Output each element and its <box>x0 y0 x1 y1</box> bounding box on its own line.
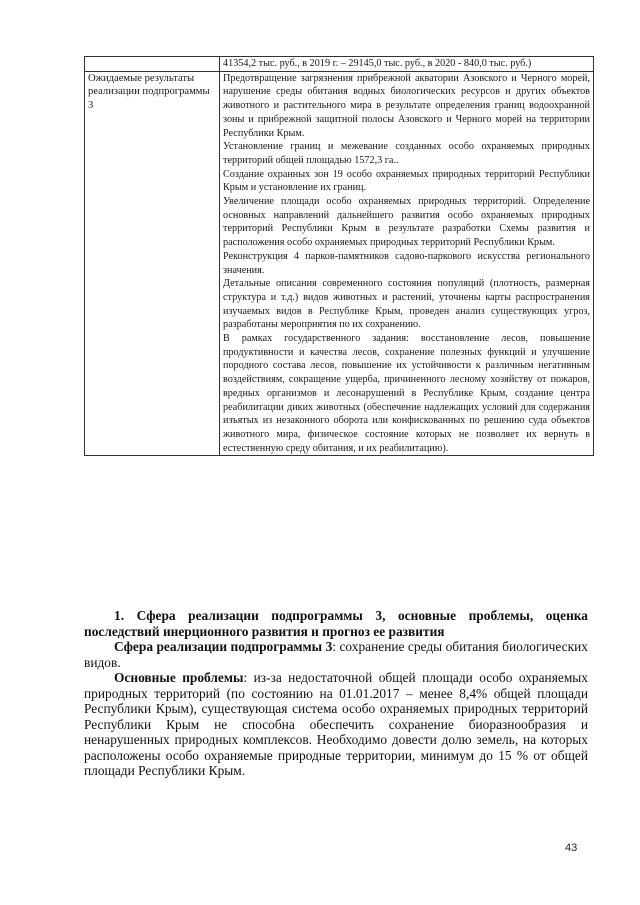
sphere-paragraph <box>84 639 588 670</box>
subprogram-table <box>84 56 594 456</box>
sphere-label: Сфера реализации подпрограммы 3 <box>114 639 333 654</box>
sphere-text: : сохранение среды обитания биологических видов. <box>84 639 588 670</box>
page-number: 43 <box>565 842 578 854</box>
funding-text: 41354,2 тыс. руб., в 2019 г. – 29145,0 тыс. руб., в 2020 - 840,0 тыс. руб.) <box>223 58 532 69</box>
expected-results-label: Ожидаемые результаты реализации подпрограммы 3 <box>85 71 220 456</box>
section-heading: 1. Сфера реализации подпрограммы 3, основные проблемы, оценка последствий инерционного развития и прогноз ее развития <box>84 608 588 639</box>
problems-paragraph <box>84 670 588 779</box>
table-row <box>85 71 594 456</box>
table-row <box>85 57 594 72</box>
section-body <box>84 608 588 779</box>
result-paragraph: Создание охранных зон 19 особо охраняемых природных территорий Республики Крым и установление их границ. <box>223 168 590 194</box>
problems-label: Основные проблемы <box>114 670 244 685</box>
result-paragraph: Реконструкция 4 парков-памятников садово-паркового искусства регионального значения. <box>223 250 590 276</box>
result-paragraph: Увеличение площади особо охраняемых природных территорий. Определение основных направлений дальнейшего развития особо охраняемых природных территорий Республики Крым в результате разработки Схемы развития и расположения особо охраняемых природных территорий Республики Крым. <box>223 196 590 249</box>
problems-text: : из-за недостаточной общей площади особо охраняемых природных территорий (по состоянию на 01.01.2017 – менее 8,4% общей площади Республики Крым), существующая система особо охраняемых природных территорий Республики Крым не способна обеспечить сохранение биоразнообразия и ненарушенных природных комплексов. Необходимо довести долю земель, на которых расположены особо охраняемые природные территории, минимум до 15 % от общей площади Республики Крым. <box>84 670 588 778</box>
result-paragraph: В рамках государственного задания: восстановление лесов, повышение продуктивности и качества лесов, сохранение полезных функций и улучшение породного состава лесов, повышение их устойчивости к различным негативным воздействиям, сокращение ущерба, причиненного лесному хозяйству от пожаров, вредных организмов и лесонарушений в Республике Крым, создание центра реабилитации диких животных (обеспечение надлежащих условий для содержания изъятых из незаконного оборота или конфискованных по решению суда объектов животного мира, физическое состояние которых не позволяет их вернуть в естественную среду обитания, и их реабилитацию). <box>223 333 590 454</box>
result-paragraph: Детальные описания современного состояния популяций (плотность, размерная структура и т.д.) видов животных и растений, уточнены карты распространения изучаемых видов в Республике Крым, проведен анализ существующих угроз, разработаны мероприятия по их сохранению. <box>223 278 590 331</box>
table-cell-label <box>85 57 220 72</box>
expected-results-cell <box>220 71 594 456</box>
result-paragraph: Предотвращение загрязнения прибрежной акватории Азовского и Черного морей, нарушение среды обитания водных биологических ресурсов и других объектов животного и растительного мира в результате определения границ водоохранной зоны и прибрежной защитной полосы Азовского и Черного морей на территории Республики Крым. <box>223 72 590 139</box>
result-paragraph: Установление границ и межевание созданных особо охраняемых природных территорий общей площадью 1572,3 га.. <box>223 141 590 166</box>
table-cell-value <box>220 57 594 72</box>
